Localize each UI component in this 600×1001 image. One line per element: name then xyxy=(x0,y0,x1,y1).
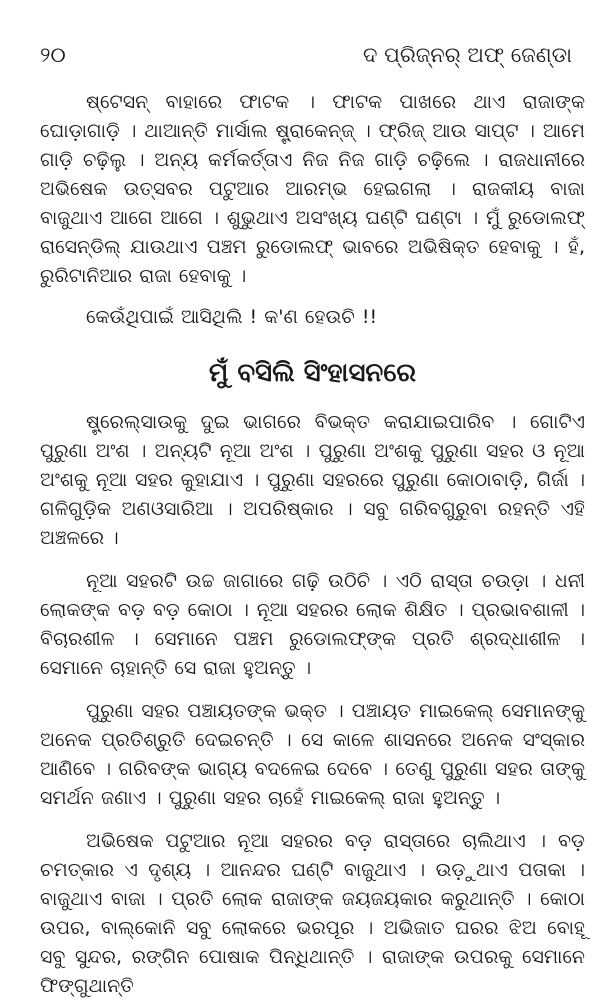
paragraph: କେଉଁଥିପାଇଁ ଆସିଥିଲି ! କ'ଣ ହେଉଚି !! xyxy=(86,306,378,328)
running-title: ଦ ପ୍ରିଜ୍‌ନର୍ ଅଫ୍ ଜେଣ୍ଡା xyxy=(363,43,572,67)
page-body xyxy=(40,88,585,1001)
paragraph: ଷ୍ଟେସନ୍ ବାହାରେ ଫାଟକ । ଫାଟକ ପାଖରେ ଥାଏ ରାଜାଙ୍କ ଘୋଡ଼ାଗାଡ଼ି । ଥାଆନ୍ତି ମାର୍ସାଲ ଷ୍ଟ୍ରାକେନ୍ଜ୍ । ଫ୍ରିଜ୍ ଆଉ ସାପ୍ଟ । ଆମେ ଗାଡ଼ି ଚଢ଼ିଲୁ । ଅନ୍ୟ କର୍ମକର୍ତ୍ତାଏ ନିଜ ନିଜ ଗାଡ଼ି ଚଢ଼ିଲେ । ରାଜଧାନୀରେ ଅଭିଷେକ ଉତ୍ସବର ପଟୁଆର ଆରମ୍ଭ ହେଇଗଲା । ରାଜକୀୟ ବାଜା ବାଜୁଥାଏ ଆଗେ ଆଗେ । ଶୁଭୁଥାଏ ଅସଂଖ୍ୟ ଘଣ୍ଟି ଘଣ୍ଟା । ମୁଁ ରୁଡୋଲଫ୍ ରାସେନ୍ଡିଲ୍ ଯାଉଥାଏ ପଞ୍ଚମ ରୁଡୋଲଫ୍ ଭାବରେ ଅଭିଷିକ୍ତ ହେବାକୁ । ହଁ, ରୁରିଟାନିଆର ରାଜା ହେବାକୁ । xyxy=(40,91,585,287)
paragraph: ଅଭିଷେକ ପଟୁଆର ନୂଆ ସହରର ବଡ଼ ରାସ୍ତାରେ ଚାଲିଥାଏ । ବଡ଼ ଚମତ୍କାର ଏ ଦୃଶ୍ୟ । ଆନନ୍ଦର ଘଣ୍ଟି ବାଜୁଥାଏ । ଉଡ଼ୁଥାଏ ପତାକା । ବାଜୁଥାଏ ବାଜା । ପ୍ରତି ଲୋକ ରାଜାଙ୍କ ଜୟଜୟକାର କରୁଥାନ୍ତି । କୋଠା ଉପର, ବାଲ୍‌କୋନି ସବୁ ଲୋକରେ ଭରପୂର । ଅଭିଜାତ ଘରର ଝିଅ ବୋହୂ ସବୁ ସୁନ୍ଦର, ରଙ୍ଗିନ ପୋଷାକ ପିନ୍ଧିଥାନ୍ତି । ରାଜାଙ୍କ ଉପରକୁ ସେମାନେ ଫିଙ୍ଗୁଥାନ୍ତି xyxy=(40,830,585,997)
page-header xyxy=(40,40,572,70)
paragraph: ଷ୍ଟ୍ରେଲ୍‌ସାଉକୁ ଦୁଇ ଭାଗରେ ବିଭକ୍ତ କରାଯାଇପାରିବ । ଗୋଟିଏ ପୁରୁଣା ଅଂଶ । ଅନ୍ୟଟି ନୂଆ ଅଂଶ । ପୁରୁଣା ଅଂଶକୁ ପୁରୁଣା ସହର ଓ ନୂଆ ଅଂଶକୁ ନୂଆ ସହର କୁହାଯାଏ । ପୁରୁଣା ସହରରେ ପୁରୁଣା କୋଠାବାଡ଼ି, ଗିର୍ଜା । ଗଳିଗୁଡ଼ିକ ଅଣଓସାରିଆ । ଅପରିଷ୍କାର । ସବୁ ଗରିବଗୁରୁବା ରହନ୍ତି ଏହି ଅଞ୍ଚଳରେ । xyxy=(40,411,585,549)
paragraph: ନୂଆ ସହରଟି ଉଚ୍ଚ ଜାଗାରେ ଗଢ଼ି ଉଠିଚି । ଏଠି ରାସ୍ତା ଚଉଡ଼ା । ଧନୀ ଲୋକଙ୍କ ବଡ଼ ବଡ଼ କୋଠା । ନୂଆ ସହରର ଲୋକ ଶିକ୍ଷିତ । ପ୍ରଭାବଶାଳୀ । ବିଚାରଶୀଳ । ସେମାନେ ପଞ୍ଚମ ରୁଡୋଲଫ୍‌ଙ୍କ ପ୍ରତି ଶ୍ରଦ୍ଧାଶୀଳ । ସେମାନେ ଚାହାନ୍ତି ସେ ରାଜା ହୁଅନ୍ତୁ । xyxy=(40,570,585,679)
page-number: ୨୦ xyxy=(40,43,66,67)
paragraph: ପୁରୁଣା ସହର ପଞ୍ଚାୟତଙ୍କ ଭକ୍ତ । ପଞ୍ଚାୟତ ମାଇକେଲ୍ ସେମାନଙ୍କୁ ଅନେକ ପ୍ରତିଶ୍ରୁତି ଦେଇଚନ୍ତି । ସେ କାଳେ ଶାସନରେ ଅନେକ ସଂସ୍କାର ଆଣିବେ । ଗରିବଙ୍କ ଭାଗ୍ୟ ବଦଳେଇ ଦେବେ । ତେଣୁ ପୁରୁଣା ସହର ତାଙ୍କୁ ସମର୍ଥନ ଜଣାଏ । ପୁରୁଣା ସହର ଚାହେଁ ମାଇକେଲ୍ ରାଜା ହୁଅନ୍ତୁ । xyxy=(40,700,585,809)
section-heading: ମୁଁ ବସିଲି ସିଂହାସନରେ xyxy=(208,358,417,388)
